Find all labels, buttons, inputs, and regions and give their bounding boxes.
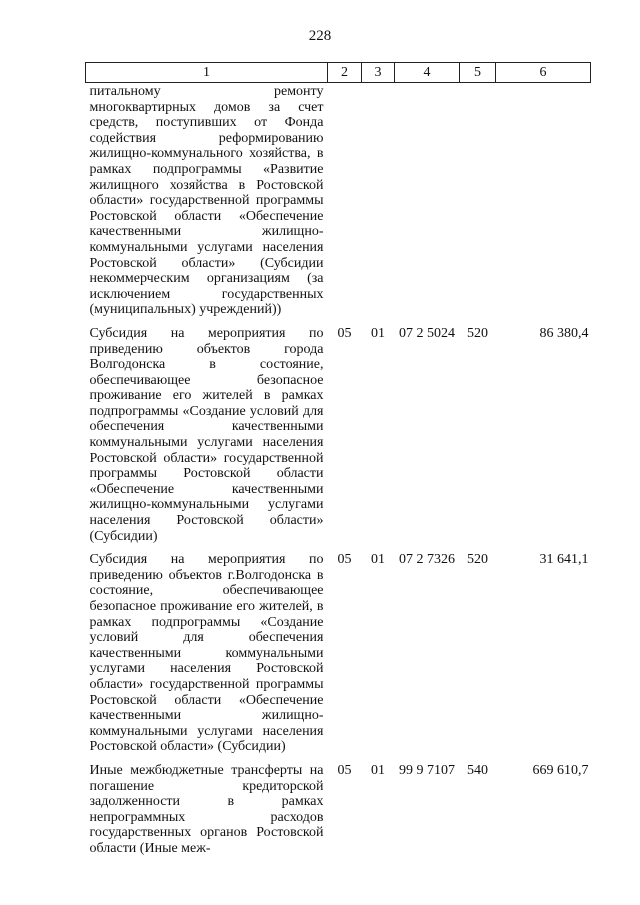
row-expense-type: 520 [467,552,488,568]
row-section: 05 [337,762,352,778]
row-expense-type: 540 [467,762,488,778]
column-header-1: 1 [86,63,328,83]
row-description: Иные межбюджетные трансферты на погашение кредиторской задолженности в рамках непрограммных расходов государственных органов Ростовской области (Иные меж- [89,762,324,856]
column-header-6: 6 [496,63,591,83]
row-subsection: 01 [371,325,385,341]
row-target-article: 99 9 7107 [399,762,455,778]
column-header-5: 5 [460,63,496,83]
table-row [86,552,591,763]
table-header-row [86,63,591,83]
row-section [328,83,362,326]
row-description: Субсидия на мероприятия по приведению объектов г.Волгодонска в состояние, обеспечивающее безопасное проживание его жителей, в рамках подпрограммы «Создание условий для обеспечения качественными коммунальными услугами населения Ростовской области» государственной программы Ростовской области «Обеспечение качественными жилищно-коммунальными услугами населения Ростовской области» (Субсидии) [89,552,324,755]
row-expense-type [460,83,496,326]
budget-table [85,62,591,865]
row-subsection: 01 [371,762,385,778]
column-header-2: 2 [328,63,362,83]
row-target-article: 07 2 5024 [399,325,455,341]
row-amount [496,83,591,326]
row-target-article [395,83,460,326]
row-target-article: 07 2 7326 [399,552,455,568]
row-subsection: 01 [371,552,385,568]
row-section: 05 [337,325,352,341]
row-section: 05 [337,552,352,568]
column-header-4: 4 [395,63,460,83]
row-amount: 669 610,7 [532,762,589,778]
row-amount: 31 641,1 [539,552,589,568]
table-row [86,83,591,326]
row-description: Субсидия на мероприятия по приведению объектов города Волгодонска в состояние, обеспечивающее безопасное проживание его жителей в рамках подпрограммы «Создание условий для обеспечения качественными коммунальными услугами населения Ростовской области» государственной программы Ростовской области «Обеспечение качественными жилищно-коммунальными услугами населения Ростовской области» (Субсидии) [89,325,324,544]
page-number: 228 [308,28,332,44]
row-amount: 86 380,4 [539,325,589,341]
row-description: питальному ремонту многоквартирных домов за счет средств, поступивших от Фонда содействия реформированию жилищно-коммунального хозяйства, в рамках подпрограммы «Развитие жилищного хозяйства в Ростовской области» государственной программы Ростовской области «Обеспечение качественными жилищно-коммунальными услугами населения Ростовской области» (Субсидии некоммерческим организациям (за исключением государственных (муниципальных) учреждений)) [89,84,324,318]
column-header-3: 3 [362,63,395,83]
row-expense-type: 520 [467,325,488,341]
table-row [86,326,591,552]
row-subsection [362,83,395,326]
table-row [86,763,591,865]
